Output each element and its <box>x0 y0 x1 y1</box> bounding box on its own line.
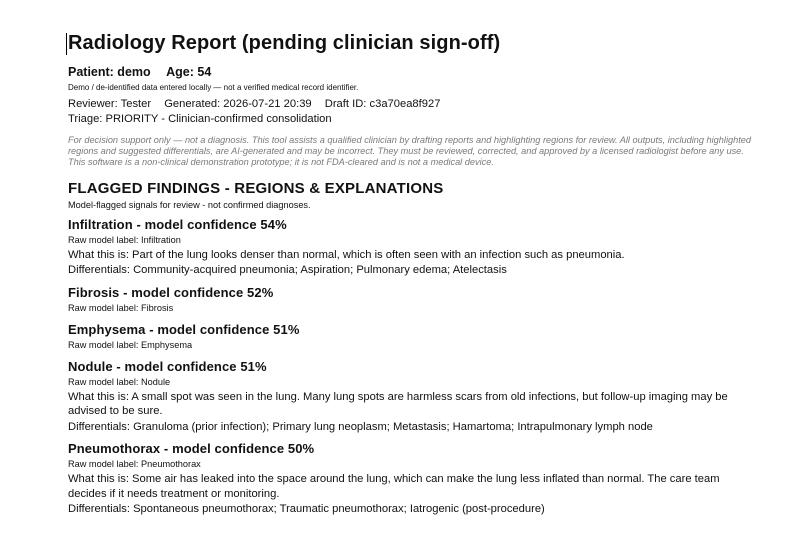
finding-pneumothorax <box>68 441 758 517</box>
raw-model-label: Raw model label: Pneumothorax <box>68 459 201 470</box>
report-document <box>68 30 758 517</box>
report-title: Radiology Report (pending clinician sign-off) <box>68 32 501 54</box>
draft-id: Draft ID: c3a70ea8f927 <box>324 98 441 110</box>
finding-title: Emphysema - model confidence 51% <box>68 321 300 337</box>
finding-explanation: What this is: A small spot was seen in the lung. Many lung spots are harmless scars from old infections, but follow-up imaging may be advised to be sure. <box>68 390 728 418</box>
finding-differentials: Differentials: Granuloma (prior infection); Primary lung neoplasm; Metastasis; Hamartoma; Intrapulmonary lymph node <box>68 420 653 433</box>
reviewer: Reviewer: Tester <box>68 98 152 110</box>
finding-title: Pneumothorax - model confidence 50% <box>68 441 315 457</box>
generated-timestamp: Generated: 2026-07-21 20:39 <box>164 98 312 110</box>
age-label: Age: 54 <box>166 65 212 79</box>
triage-line: Triage: PRIORITY - Clinician-confirmed consolidation <box>68 113 332 125</box>
finding-title: Infiltration - model confidence 54% <box>68 216 287 232</box>
finding-fibrosis <box>68 285 758 315</box>
disclaimer: For decision support only — not a diagnosis. This tool assists a qualified clinician by drafting reports and highlighting regions for review. All outputs, including highlighted regions and suggested differentials, are AI-generated and may be incorrect. They must be reviewed, corrected, and approved by a licensed radiologist before any use. This software is a non-clinical demonstration prototype; it is not FDA-cleared and is not a medical device. <box>68 135 751 168</box>
finding-title: Nodule - model confidence 51% <box>68 358 267 374</box>
finding-explanation: What this is: Some air has leaked into the space around the lung, which can make the lung less inflated than normal. The care team decides if it needs treatment or monitoring. <box>68 473 720 500</box>
data-note: Demo / de-identified data entered locally — not a verified medical record identifier. <box>68 83 359 92</box>
meta-line <box>68 97 758 112</box>
raw-model-label: Raw model label: Emphysema <box>68 339 193 350</box>
findings-heading: FLAGGED FINDINGS - REGIONS & EXPLANATIONS <box>68 179 444 197</box>
finding-title: Fibrosis - model confidence 52% <box>68 284 274 300</box>
raw-model-label: Raw model label: Nodule <box>68 376 171 387</box>
finding-differentials: Differentials: Community-acquired pneumonia; Aspiration; Pulmonary edema; Atelectasis <box>68 264 507 277</box>
finding-nodule <box>68 359 758 435</box>
finding-emphysema <box>68 322 758 352</box>
findings-subheading: Model-flagged signals for review - not confirmed diagnoses. <box>68 199 311 210</box>
raw-model-label: Raw model label: Infiltration <box>68 234 181 245</box>
patient-line <box>68 64 758 80</box>
finding-differentials: Differentials: Spontaneous pneumothorax; Traumatic pneumothorax; Iatrogenic (post-procedure) <box>68 503 545 516</box>
text-cursor <box>66 33 67 55</box>
raw-model-label: Raw model label: Fibrosis <box>68 302 174 313</box>
finding-explanation: What this is: Part of the lung looks denser than normal, which is often seen with an infection such as pneumonia. <box>68 248 625 261</box>
finding-infiltration <box>68 217 758 278</box>
patient-label: Patient: demo <box>68 65 151 79</box>
